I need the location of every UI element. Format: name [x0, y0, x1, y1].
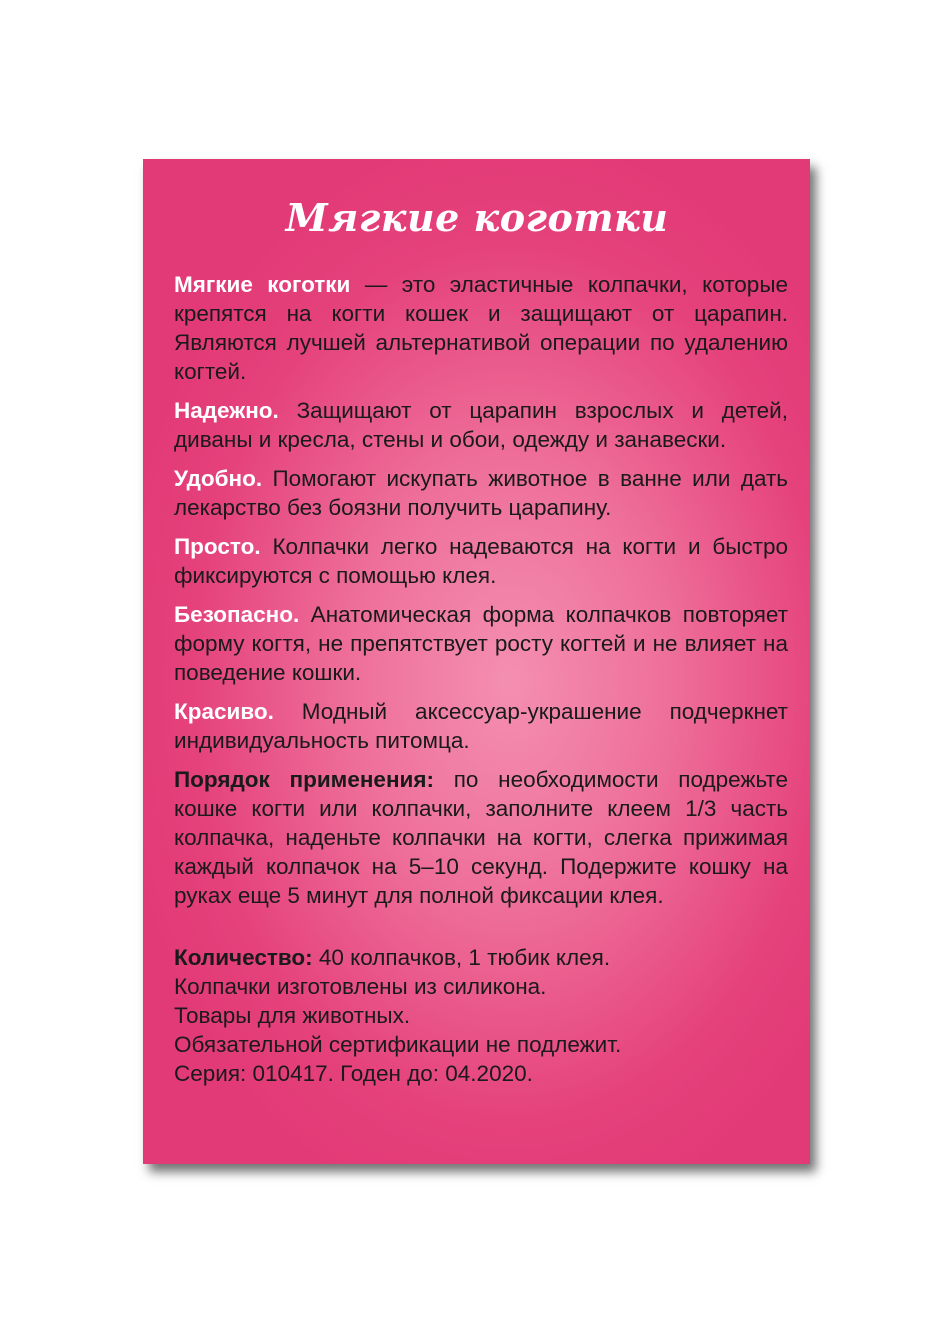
feature-text: Защищают от царапин взрослых и детей, диваны и кресла, стены и обои, одежду и занавески.: [174, 398, 788, 452]
quantity-text: 40 колпачков, 1 тюбик клея.: [312, 945, 611, 970]
feature-lead: Красиво.: [174, 699, 274, 724]
feature-text: Колпачки легко надеваются на когти и быстро фиксируются с помощью клея.: [174, 534, 788, 588]
feature-lead: Удобно.: [174, 466, 263, 491]
certification-line: Обязательной сертификации не подлежит.: [174, 1032, 622, 1057]
intro-paragraph: [174, 270, 788, 386]
feature-safe: [174, 600, 788, 687]
intro-lead: Мягкие коготки: [174, 272, 351, 297]
feature-beautiful: [174, 697, 788, 755]
feature-reliable: [174, 396, 788, 454]
feature-lead: Просто.: [174, 534, 261, 559]
batch-line: Серия: 010417. Годен до: 04.2020.: [174, 1061, 533, 1086]
feature-lead: Безопасно.: [174, 602, 300, 627]
product-description: [174, 270, 788, 1088]
usage-paragraph: [174, 765, 788, 910]
product-title: Мягкие коготки: [285, 195, 669, 240]
feature-simple: [174, 532, 788, 590]
usage-lead: Порядок применения:: [174, 767, 434, 792]
usage-text: по необходимости подрежьте кошке когти или колпачки, заполните клеем 1/3 часть колпачка, наденьте колпачки на когти, слегка прижимая каждый колпачок на 5–10 секунд. Подержите кошку на руках еще 5 минут для полной фиксации клея.: [174, 767, 788, 908]
feature-lead: Надежно.: [174, 398, 279, 423]
intro-text: — это эластичные колпачки, которые крепятся на когти кошек и защищают от царапин. Являются лучшей альтернативой операции по удалению когтей.: [174, 272, 788, 384]
feature-text: Модный аксессуар-украшение подчеркнет индивидуальность питомца.: [174, 699, 788, 753]
category-line: Товары для животных.: [174, 1003, 411, 1028]
feature-text: Помогают искупать животное в ванне или дать лекарство без боязни получить царапину.: [174, 466, 788, 520]
feature-convenient: [174, 464, 788, 522]
feature-text: Анатомическая форма колпачков повторяет форму когтя, не препятствует росту когтей и не влияет на поведение кошки.: [174, 602, 788, 685]
quantity-line: [174, 943, 788, 972]
product-card: [143, 159, 810, 1164]
product-info: [174, 943, 788, 1088]
quantity-label: Количество:: [174, 945, 313, 970]
material-line: Колпачки изготовлены из силикона.: [174, 974, 547, 999]
